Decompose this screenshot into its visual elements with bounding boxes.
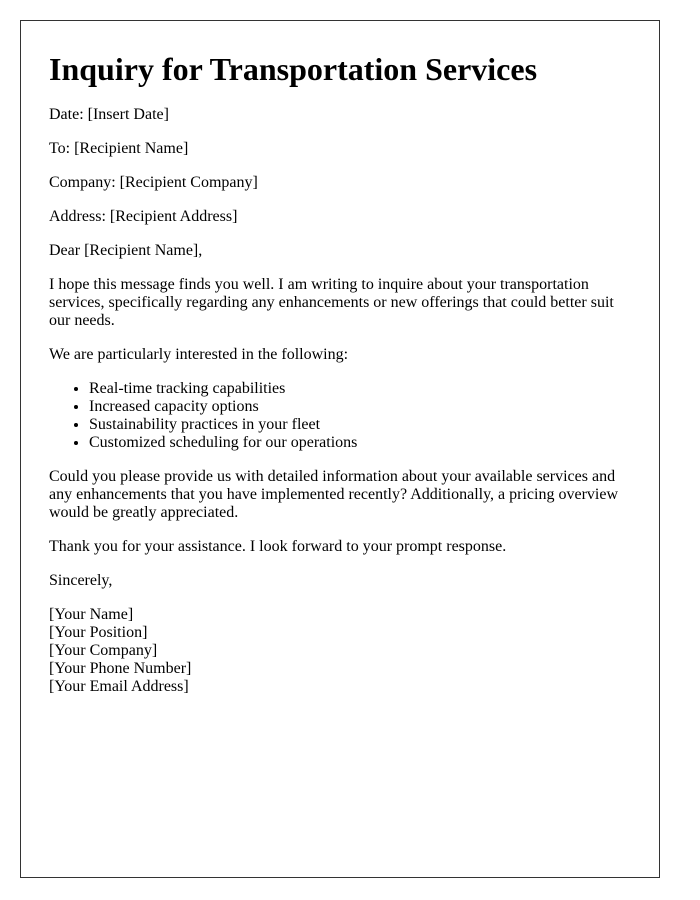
intro-paragraph: I hope this message finds you well. I am writing to inquire about your transportation services, specifically regarding any enhancements or new offerings that could better suit our needs. xyxy=(49,276,614,329)
closing: Sincerely, xyxy=(49,572,113,589)
request-paragraph: Could you please provide us with detailed information about your available services and any enhancements that you have implemented recently? Additionally, a pricing overview would be greatly appreciated. xyxy=(49,468,618,521)
list-item: • Customized scheduling for our operations xyxy=(89,434,631,452)
recipient-line: To: [Recipient Name] xyxy=(49,140,189,157)
signature-position: [Your Position] xyxy=(49,624,148,641)
letter-page xyxy=(20,20,660,878)
signature-name: [Your Name] xyxy=(49,606,134,623)
list-item: • Real-time tracking capabilities xyxy=(89,380,631,398)
address-line: Address: [Recipient Address] xyxy=(49,208,238,225)
company-line: Company: [Recipient Company] xyxy=(49,174,258,191)
signature-company: [Your Company] xyxy=(49,642,158,659)
thanks-paragraph: Thank you for your assistance. I look forward to your prompt response. xyxy=(49,538,507,555)
salutation: Dear [Recipient Name], xyxy=(49,242,203,259)
list-item: • Sustainability practices in your fleet xyxy=(89,416,631,434)
signature-block xyxy=(49,606,631,696)
list-item: • Increased capacity options xyxy=(89,398,631,416)
letter-title: Inquiry for Transportation Services xyxy=(49,51,538,87)
signature-phone: [Your Phone Number] xyxy=(49,660,192,677)
interest-list xyxy=(49,380,631,452)
signature-email: [Your Email Address] xyxy=(49,678,189,695)
date-line: Date: [Insert Date] xyxy=(49,106,169,123)
interest-lead: We are particularly interested in the following: xyxy=(49,346,349,363)
